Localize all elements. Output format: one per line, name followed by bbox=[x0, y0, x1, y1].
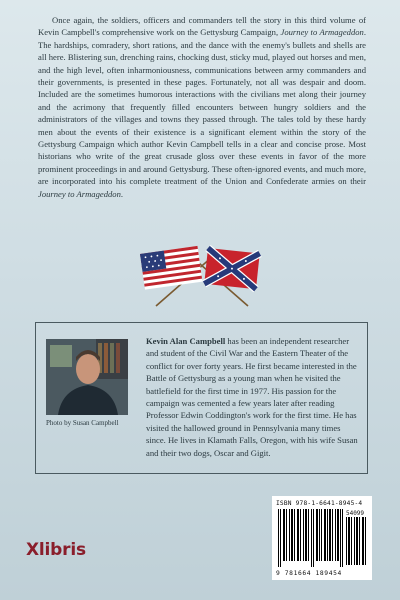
isbn-digits: 9 781664 189454 bbox=[276, 570, 342, 577]
confederate-flag-icon bbox=[204, 248, 259, 289]
barcode-icon bbox=[276, 509, 368, 569]
us-flag-icon bbox=[140, 246, 202, 290]
crossed-flags-icon bbox=[138, 244, 266, 308]
isbn-barcode bbox=[272, 496, 372, 580]
blurb-text-2: . The hardships, comradery, short rations, and the dance with the enemy's bullets and shells are all here. Blistering sun, drenching rains, chocking dust, sticky mud, played out horses and men, and the high level, often inharmoniousness, communications between army commanders and their governments, is presented in these pages. Fortunately, not all was despair and doom. Included are the sometimes humorous interactions with the civilians met along their journey and the acrimony that frequently filled encounters between hungry soldiers and the administrators of the villages and towns they passed through. The tales told by these hardy men about the events of their existence is a significant element within the story of the Gettysburg Campaign which author Kevin Campbell tells in a clear and concise prose. Most historians who write of the great crusade gloss over these events in favor of the more prominent proceedings in and around Gettysburg. These often-ignored events, and much more, are incorporated into his complete treatment of the Union and Confederate armies on their bbox=[38, 27, 366, 187]
photo-caption: Photo by Susan Campbell bbox=[46, 419, 119, 427]
author-bio-text bbox=[146, 335, 362, 459]
isbn-label: ISBN 978-1-6641-8945-4 bbox=[276, 500, 363, 507]
author-bio-box bbox=[35, 322, 368, 474]
book-title-2: Journey to Armageddon bbox=[38, 188, 121, 199]
publisher-logo: Xlibris bbox=[26, 540, 86, 560]
blurb-end: . bbox=[120, 188, 124, 199]
author-photo bbox=[46, 339, 128, 415]
blurb-text-1: Once again, the soldiers, officers and commanders tell the story in this third volume of Kevin Campbell's comprehensive work on the Gettysburg Campaign, bbox=[38, 15, 366, 38]
author-portrait-icon bbox=[46, 339, 128, 415]
book-title-1: Journey to Armageddon bbox=[280, 27, 364, 38]
author-name: Kevin Alan Campbell bbox=[146, 336, 226, 346]
author-bio-body: has been an independent researcher and student of the Civil War and the Eastern Theater of the conflict for over forty years. He first became interested in the Battle of Gettysburg as a young man when he visited the battlefield for the first time in 1977. His passion for the campaign was cemented a few years later after reading Professor Edwin Coddington's work for the first time. He has visited the hallowed ground in Pennsylvania many times since. He lives in Klamath Falls, Oregon, with his wife Susan and their two dogs, Oscar and Gigit. bbox=[146, 336, 358, 458]
barcode-addon: 54099 bbox=[345, 510, 365, 517]
back-cover-blurb bbox=[38, 14, 366, 200]
